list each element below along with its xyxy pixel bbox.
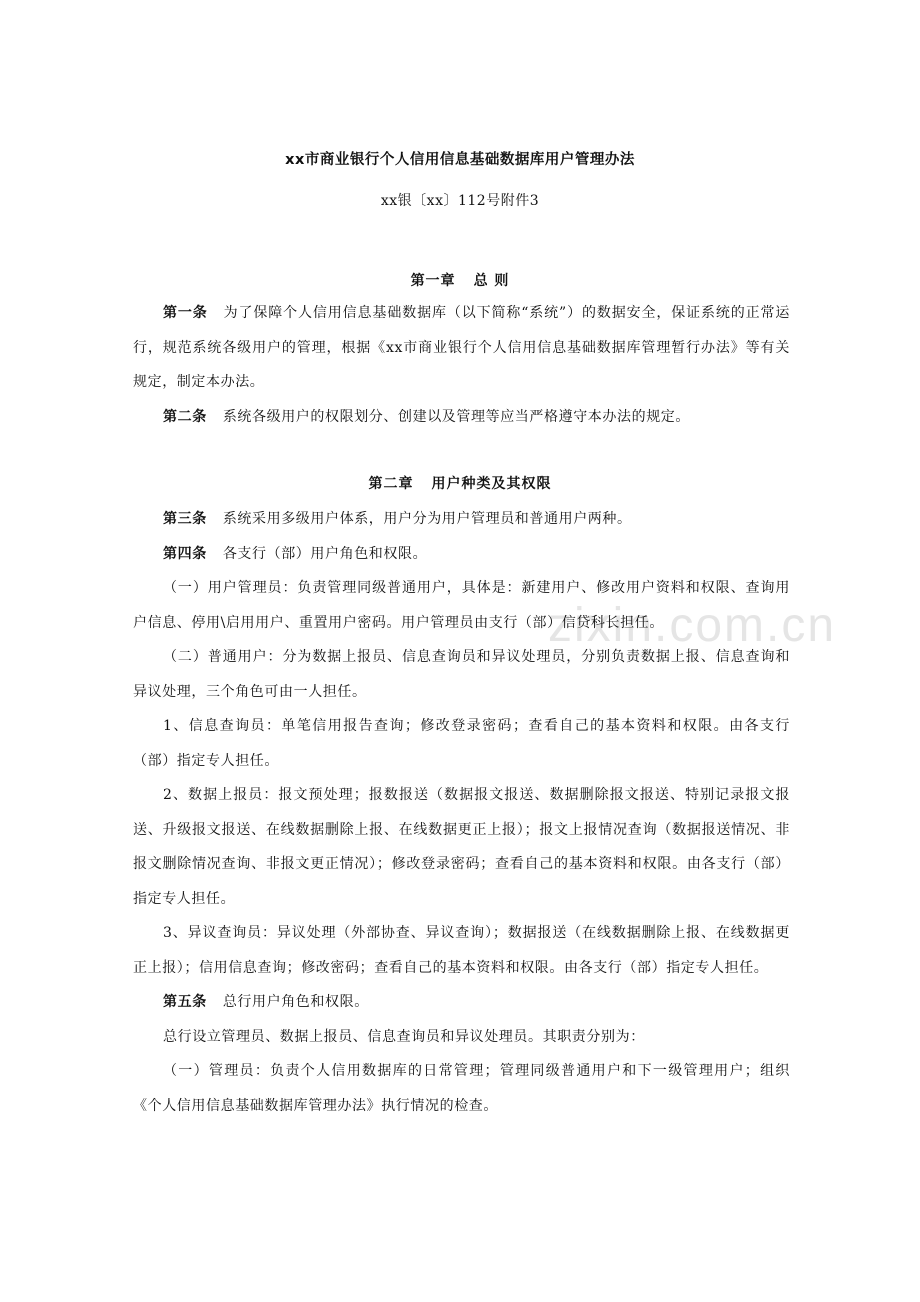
document-body (133, 296, 790, 1123)
paragraph-user-admin: （一）用户管理员：负责管理同级普通用户，具体是：新建用户、修改用户资料和权限、查询用户信息、停用\启用用户、重置用户密码。用户管理员由支行（部）信贷科长担任。 (133, 580, 790, 631)
article-1 (133, 296, 790, 400)
article-4-label: 第四条 (163, 545, 207, 562)
chapter-2-number: 第二章 (368, 476, 414, 492)
chapter-1-heading (0, 270, 920, 290)
watermark: zixin.com.cn (548, 599, 837, 652)
article-2 (133, 400, 790, 435)
paragraph-hq-admin: （一）管理员：负责个人信用数据库的日常管理；管理同级普通用户和下一级管理用户；组织《个人信用信息基础数据库管理办法》执行情况的检查。 (133, 1063, 790, 1114)
article-2-text: 系统各级用户的权限划分、创建以及管理等应当严格遵守本办法的规定。 (222, 408, 691, 425)
article-2-label: 第二条 (163, 408, 207, 425)
article-3 (133, 502, 790, 537)
article-5 (133, 985, 790, 1020)
paragraph-normal-user: （二）普通用户：分为数据上报员、信息查询员和异议处理员，分别负责数据上报、信息查询和异议处理，三个角色可由一人担任。 (133, 649, 790, 700)
chapter-heading-placeholder (133, 468, 790, 502)
article-4-text: 各支行（部）用户角色和权限。 (222, 545, 428, 562)
chapter-1-title: 总 则 (473, 273, 510, 289)
paragraph-dispute-query: 3、异议查询员：异议处理（外部协查、异议查询）；数据报送（在线数据删除上报、在线数据更正上报）；信用信息查询；修改密码；查看自己的基本资料和权限。由各支行（部）指定专人担任。 (133, 925, 790, 976)
article-1-text: 为了保障个人信用信息基础数据库（以下简称“系统”）的数据安全，保证系统的正常运行，规范系统各级用户的管理，根据《xx市商业银行个人信用信息基础数据库管理暂行办法》等有关规定，制定本办法。 (133, 305, 790, 390)
article-5-label: 第五条 (163, 994, 207, 1010)
document-subtitle: xx银〔xx〕112号附件3 (380, 193, 540, 209)
chapter-spacer (133, 434, 790, 468)
article-3-label: 第三条 (163, 511, 207, 527)
chapter-1-number: 第一章 (410, 273, 456, 289)
paragraph-data-report: 2、数据上报员：报文预处理；报数报送（数据报文报送、数据删除报文报送、特别记录报文报送、升级报文报送、在线数据删除上报、在线数据更正上报）；报文上报情况查询（数据报送情况、非报文删除情况查询、非报文更正情况）；修改登录密码；查看自己的基本资料和权限。由各支行（部）指定专人担任。 (133, 787, 790, 907)
article-3-text: 系统采用多级用户体系，用户分为用户管理员和普通用户两种。 (222, 511, 632, 527)
document-title: xx市商业银行个人信用信息基础数据库用户管理办法 (285, 152, 635, 168)
article-4 (133, 537, 790, 572)
chapter-2-title: 用户种类及其权限 (431, 476, 552, 492)
paragraph-hq-roles: 总行设立管理员、数据上报员、信息查询员和异议处理员。其职责分别为： (163, 1028, 645, 1045)
paragraph-info-query: 1、信息查询员：单笔信用报告查询；修改登录密码；查看自己的基本资料和权限。由各支行（部）指定专人担任。 (133, 718, 790, 769)
article-5-text: 总行用户角色和权限。 (222, 994, 369, 1010)
article-1-label: 第一条 (163, 305, 208, 321)
